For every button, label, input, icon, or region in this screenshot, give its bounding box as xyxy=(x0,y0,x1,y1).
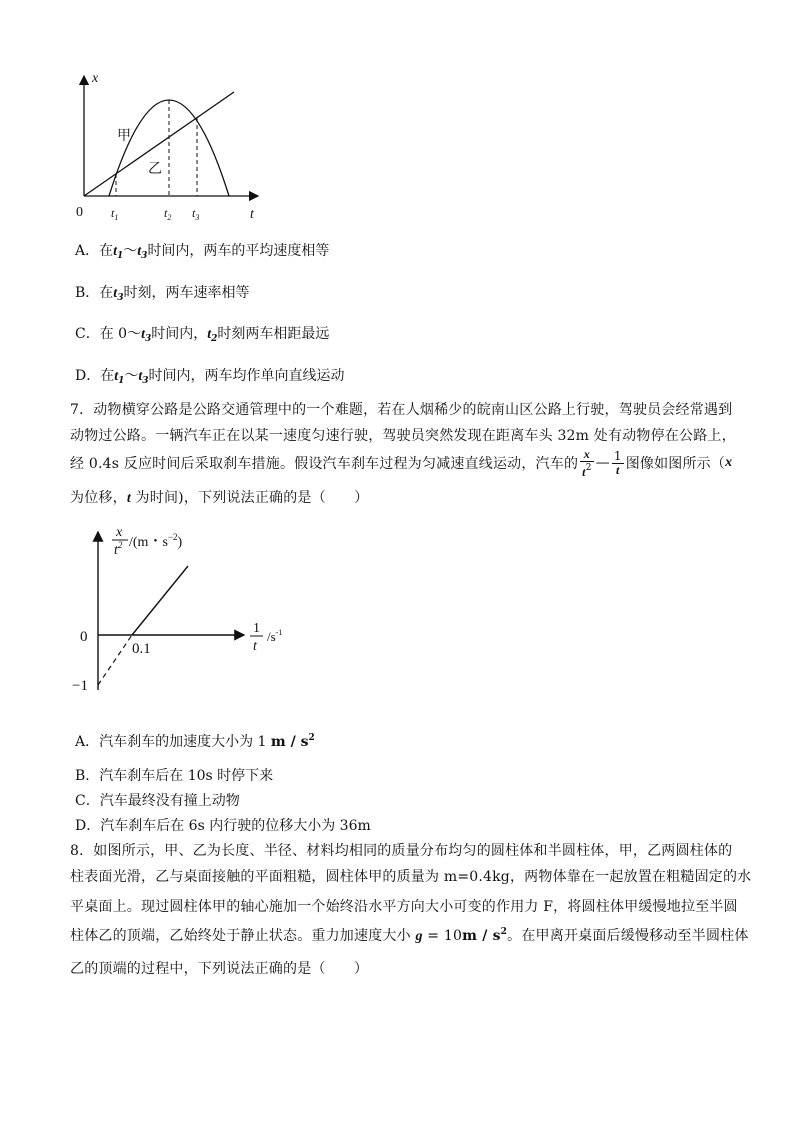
q6-option-a[interactable]: A．在$t_1\sim t_3$时间内，两车的平均速度相等 xyxy=(75,243,330,261)
q6-option-d[interactable]: D．在$t_1\sim t_3$时间内，两车均作单向直线运动 xyxy=(75,368,345,386)
q8-stem-line5: 乙的顶端的过程中，下列说法正确的是（ ） xyxy=(70,961,369,977)
q7-x-label-den: t xyxy=(253,639,257,654)
fraction-1-over-t: $\frac{1}{t}$ xyxy=(613,448,622,477)
q7-dashed-extension xyxy=(98,635,132,685)
q8-stem-line1: 8．如图所示，甲、乙为长度、半径、材料均相同的质量分布均匀的圆柱体和半圆柱体，甲，乙两圆柱体的 xyxy=(70,843,733,859)
fraction-x-over-t2: $\frac{x}{t^2}$ xyxy=(582,446,592,479)
line-yi-label: 乙 xyxy=(148,162,162,177)
q7-data-line xyxy=(132,566,188,635)
q7-stem-line4: 为位移，t 为时间)，下列说法正确的是（ ） xyxy=(70,490,369,506)
q7-x-unit: $/s^{-1}$ xyxy=(267,628,283,644)
q7-tick-x-label: 0.1 xyxy=(132,641,151,657)
q7-y-label-num: x xyxy=(116,525,123,540)
q7-tick-y-label: −1 xyxy=(72,678,88,694)
q7-option-b[interactable]: B．汽车刹车后在 10s 时停下来 xyxy=(75,768,274,784)
q7-stem-line2: 动物过公路。一辆汽车正在以某一速度匀速行驶，驾驶员突然发现在距离车头 32m 处有动物停在公路上， xyxy=(70,428,736,444)
t2-label: $t_2$ xyxy=(164,206,172,222)
curve-jia-label: 甲 xyxy=(117,129,131,144)
t1-label: $t_1$ xyxy=(111,206,119,222)
y-axis-label: x xyxy=(92,71,99,86)
q7-stem-line1: 7．动物横穿公路是公路交通管理中的一个难题，若在人烟稀少的皖南山区公路上行驶，驾驶员会经常遇到 xyxy=(70,402,733,418)
q7-graph xyxy=(66,516,316,702)
x-axis-label: t xyxy=(250,207,254,222)
xt-graph xyxy=(70,68,270,224)
q7-stem-line3: 经 0.4s 反应时间后采取刹车措施。假设汽车刹车过程为匀减速直线运动，汽车的 $\frac{x}{t^2}$ — $\frac{1}{t}$ 图像如图所示（ x xyxy=(70,446,733,479)
q8-stem-line4: 柱体乙的顶端，乙始终处于静止状态。重力加速度大小 $g = 10m / s^2$。在甲离开桌面后缓慢移动至半圆柱体 xyxy=(70,927,749,944)
q7-x-label-num: 1 xyxy=(253,621,260,636)
q8-stem-line2: 柱表面光滑，乙与桌面接触的平面粗糙，圆柱体甲的质量为 m=0.4kg，两物体靠在一起放置在粗糙固定的水 xyxy=(70,869,752,885)
q7-origin-label: 0 xyxy=(80,629,88,645)
q6-option-c[interactable]: C．在 $0\sim t_3$时间内，$t_2$时刻两车相距最远 xyxy=(75,326,330,344)
line-yi xyxy=(84,92,234,196)
origin-label: 0 xyxy=(76,205,83,220)
q7-y-label-den: $t^2$ xyxy=(114,540,123,558)
t3-label: $t_3$ xyxy=(192,206,200,222)
q6-option-b[interactable]: B．在$t_3$时刻，两车速率相等 xyxy=(75,285,250,303)
q7-option-a[interactable]: A．汽车刹车的加速度大小为 1 m / $s^2$ xyxy=(75,733,315,750)
q8-stem-line3: 平桌面上。现过圆柱体甲的轴心施加一个始终沿水平方向大小可变的作用力 F，将圆柱体甲缓慢地拉至半圆 xyxy=(70,899,738,915)
q7-option-c[interactable]: C．汽车最终没有撞上动物 xyxy=(75,793,240,809)
q7-y-unit: /(m・$s^{-2}$) xyxy=(129,532,183,550)
q7-option-d[interactable]: D．汽车刹车后在 6s 内行驶的位移大小为 36m xyxy=(75,818,371,834)
